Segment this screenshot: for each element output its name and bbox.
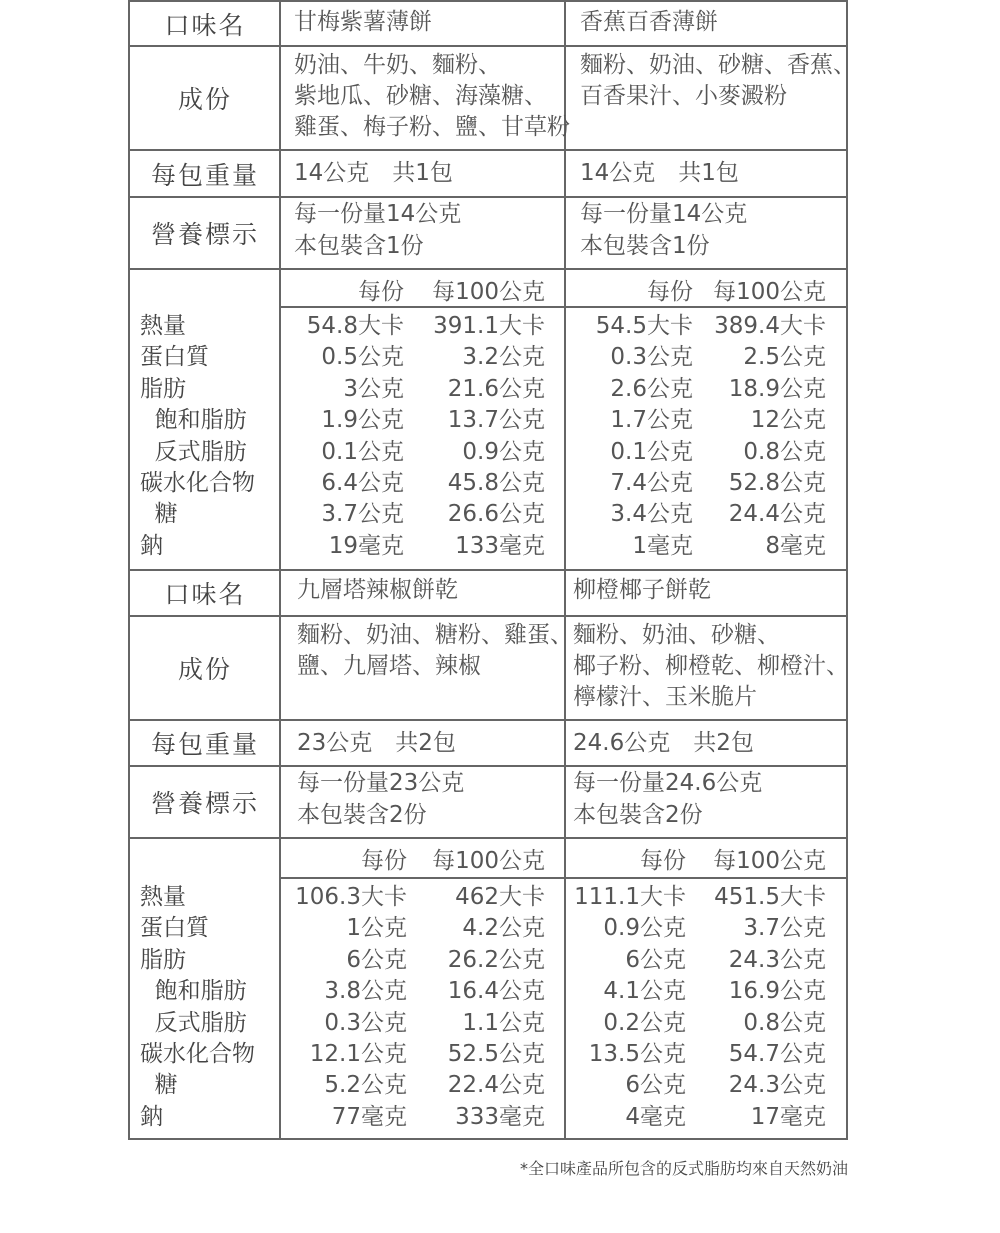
nutrient-value: 13.5公克 (588, 1040, 686, 1067)
row-divider (128, 268, 848, 270)
nutrient-value: 26.2公克 (447, 946, 545, 973)
nutrient-label: 反式脂肪 (140, 438, 247, 465)
ingredient-line: 麵粉、奶油、砂糖、 (573, 622, 780, 648)
nutrient-value: 4毫克 (625, 1103, 686, 1130)
per-100g-values (676, 882, 826, 1133)
ingredient-line: 檸檬汁、玉米脆片 (573, 684, 757, 710)
nutrient-value: 4.1公克 (603, 978, 686, 1005)
package-weight: 14公克 共1包 (580, 160, 739, 186)
nutrient-value: 12.1公克 (309, 1040, 407, 1067)
nutrient-value: 21.6公克 (447, 375, 545, 402)
nutrient-value: 106.3大卡 (295, 884, 407, 910)
nutrient-value: 1.7公克 (610, 407, 693, 434)
nutrient-labels (140, 882, 255, 1133)
nutrient-value: 0.9公克 (462, 438, 545, 465)
ingredient-line: 椰子粉、柳橙乾、柳橙汁、 (573, 653, 849, 679)
nutrient-labels (140, 311, 255, 562)
row-label-flavor: 口味名 (164, 580, 246, 609)
nutrient-value: 0.3公克 (324, 1009, 407, 1036)
nutrient-label: 蛋白質 (140, 915, 209, 942)
nutrient-value: 1.9公克 (321, 407, 404, 434)
per-100g-values (395, 882, 545, 1133)
nutrient-value: 389.4大卡 (714, 313, 826, 339)
serving-info-line: 每一份量14公克 (580, 201, 748, 227)
nutrient-value: 7.4公克 (610, 469, 693, 496)
package-weight: 24.6公克 共2包 (573, 730, 754, 756)
serving-info-line: 本包裝含1份 (580, 233, 710, 259)
nutrient-label: 脂肪 (140, 375, 186, 402)
nutrient-value: 333毫克 (455, 1103, 545, 1130)
nutrient-label: 飽和脂肪 (140, 407, 247, 434)
nutrient-value: 52.5公克 (447, 1040, 545, 1067)
nutrient-value: 52.8公克 (728, 469, 826, 496)
ingredient-line: 雞蛋、梅子粉、鹽、甘草粉 (294, 114, 570, 140)
per-serving-header: 每份 (647, 279, 693, 305)
nutrient-label: 熱量 (140, 884, 186, 910)
product-name: 柳橙椰子餅乾 (573, 577, 711, 603)
per-100g-header: 每100公克 (713, 848, 826, 874)
nutrient-value: 6公克 (625, 946, 686, 973)
nutrient-value: 54.5大卡 (595, 313, 693, 339)
ingredient-line: 奶油、牛奶、麵粉、 (294, 52, 501, 78)
nutrient-value: 3.7公克 (321, 501, 404, 528)
per-100g-header: 每100公克 (432, 848, 545, 874)
nutrient-label: 熱量 (140, 313, 186, 339)
row-label-nutrition: 營養標示 (150, 220, 259, 249)
per-serving-values (553, 311, 693, 562)
nutrient-value: 3公克 (343, 375, 404, 402)
nutrient-value: 54.8大卡 (306, 313, 404, 339)
ingredient-line: 百香果汁、小麥澱粉 (580, 83, 787, 109)
nutrient-value: 3.7公克 (743, 915, 826, 942)
nutrient-value: 24.3公克 (728, 1072, 826, 1099)
subheader-divider (280, 877, 848, 879)
table-top-border (128, 0, 848, 2)
nutrient-value: 18.9公克 (728, 375, 826, 402)
nutrient-label: 脂肪 (140, 946, 186, 973)
per-serving-values (546, 882, 686, 1133)
nutrient-value: 12公克 (750, 407, 826, 434)
row-label-nutrition: 營養標示 (150, 789, 259, 818)
nutrient-value: 6公克 (346, 946, 407, 973)
serving-info-line: 每一份量14公克 (294, 201, 462, 227)
nutrient-value: 0.8公克 (743, 1009, 826, 1036)
nutrient-label: 反式脂肪 (140, 1009, 247, 1036)
nutrient-value: 2.6公克 (610, 375, 693, 402)
nutrient-value: 16.9公克 (728, 978, 826, 1005)
product-name: 甘梅紫薯薄餅 (294, 9, 432, 35)
row-label-weight: 每包重量 (150, 160, 259, 190)
nutrient-label: 飽和脂肪 (140, 978, 247, 1005)
nutrient-label: 碳水化合物 (140, 1040, 255, 1067)
nutrient-value: 26.6公克 (447, 501, 545, 528)
nutrient-value: 1公克 (346, 915, 407, 942)
per-100g-header: 每100公克 (713, 279, 826, 305)
package-weight: 23公克 共2包 (297, 730, 456, 756)
nutrient-value: 0.5公克 (321, 344, 404, 371)
nutrient-value: 77毫克 (331, 1103, 407, 1130)
nutrient-value: 0.1公克 (321, 438, 404, 465)
row-label-flavor: 口味名 (164, 11, 246, 40)
nutrient-value: 22.4公克 (447, 1072, 545, 1099)
nutrient-value: 24.3公克 (728, 946, 826, 973)
nutrient-value: 1毫克 (632, 532, 693, 559)
footnote: *全口味產品所包含的反式脂肪均來自天然奶油 (519, 1159, 848, 1178)
table-bottom-border (128, 1138, 848, 1140)
row-divider (128, 837, 848, 839)
serving-info-line: 每一份量23公克 (297, 770, 465, 796)
product-name: 香蕉百香薄餅 (580, 9, 718, 35)
serving-info-line: 本包裝含2份 (573, 802, 703, 828)
nutrient-value: 111.1大卡 (574, 884, 686, 910)
per-serving-header: 每份 (358, 279, 404, 305)
nutrient-value: 3.2公克 (462, 344, 545, 371)
ingredient-line: 麵粉、奶油、砂糖、香蕉、 (580, 52, 856, 78)
per-100g-values (676, 311, 826, 562)
nutrient-value: 6.4公克 (321, 469, 404, 496)
nutrient-label: 鈉 (140, 532, 163, 559)
per-serving-header: 每份 (361, 848, 407, 874)
per-100g-values (395, 311, 545, 562)
nutrient-label: 糖 (140, 501, 178, 528)
nutrient-value: 54.7公克 (728, 1040, 826, 1067)
per-100g-header: 每100公克 (432, 279, 545, 305)
ingredient-line: 麵粉、奶油、糖粉、雞蛋、 (297, 622, 573, 648)
nutrient-value: 462大卡 (455, 884, 545, 910)
nutrient-value: 2.5公克 (743, 344, 826, 371)
nutrient-value: 391.1大卡 (433, 313, 545, 339)
nutrient-value: 13.7公克 (447, 407, 545, 434)
nutrient-value: 24.4公克 (728, 501, 826, 528)
nutrient-label: 蛋白質 (140, 344, 209, 371)
nutrient-value: 0.1公克 (610, 438, 693, 465)
per-serving-values (264, 311, 404, 562)
nutrient-value: 1.1公克 (462, 1009, 545, 1036)
nutrient-label: 碳水化合物 (140, 469, 255, 496)
nutrient-label: 鈉 (140, 1103, 163, 1130)
serving-info-line: 每一份量24.6公克 (573, 770, 763, 796)
row-label-weight: 每包重量 (150, 730, 259, 759)
nutrient-value: 0.9公克 (603, 915, 686, 942)
nutrient-value: 0.2公克 (603, 1009, 686, 1036)
ingredient-line: 紫地瓜、砂糖、海藻糖、 (294, 83, 547, 109)
row-label-ingredients: 成份 (177, 655, 232, 684)
ingredient-line: 鹽、九層塔、辣椒 (297, 653, 481, 679)
nutrient-value: 3.8公克 (324, 978, 407, 1005)
nutrient-label: 糖 (140, 1072, 178, 1099)
nutrient-value: 3.4公克 (610, 501, 693, 528)
nutrient-value: 4.2公克 (462, 915, 545, 942)
nutrient-value: 451.5大卡 (714, 884, 826, 910)
nutrient-value: 45.8公克 (447, 469, 545, 496)
nutrient-value: 133毫克 (455, 532, 545, 559)
per-serving-header: 每份 (640, 848, 686, 874)
subheader-divider (280, 306, 848, 308)
serving-info-line: 本包裝含2份 (297, 802, 427, 828)
row-label-ingredients: 成份 (177, 85, 232, 114)
nutrient-value: 5.2公克 (324, 1072, 407, 1099)
nutrient-value: 0.3公克 (610, 344, 693, 371)
product-name: 九層塔辣椒餅乾 (297, 577, 458, 603)
nutrient-value: 0.8公克 (743, 438, 826, 465)
nutrient-value: 17毫克 (750, 1103, 826, 1130)
per-serving-values (267, 882, 407, 1133)
nutrient-value: 19毫克 (328, 532, 404, 559)
nutrient-value: 6公克 (625, 1072, 686, 1099)
nutrient-value: 8毫克 (765, 532, 826, 559)
nutrient-value: 16.4公克 (447, 978, 545, 1005)
serving-info-line: 本包裝含1份 (294, 233, 424, 259)
package-weight: 14公克 共1包 (294, 160, 453, 186)
